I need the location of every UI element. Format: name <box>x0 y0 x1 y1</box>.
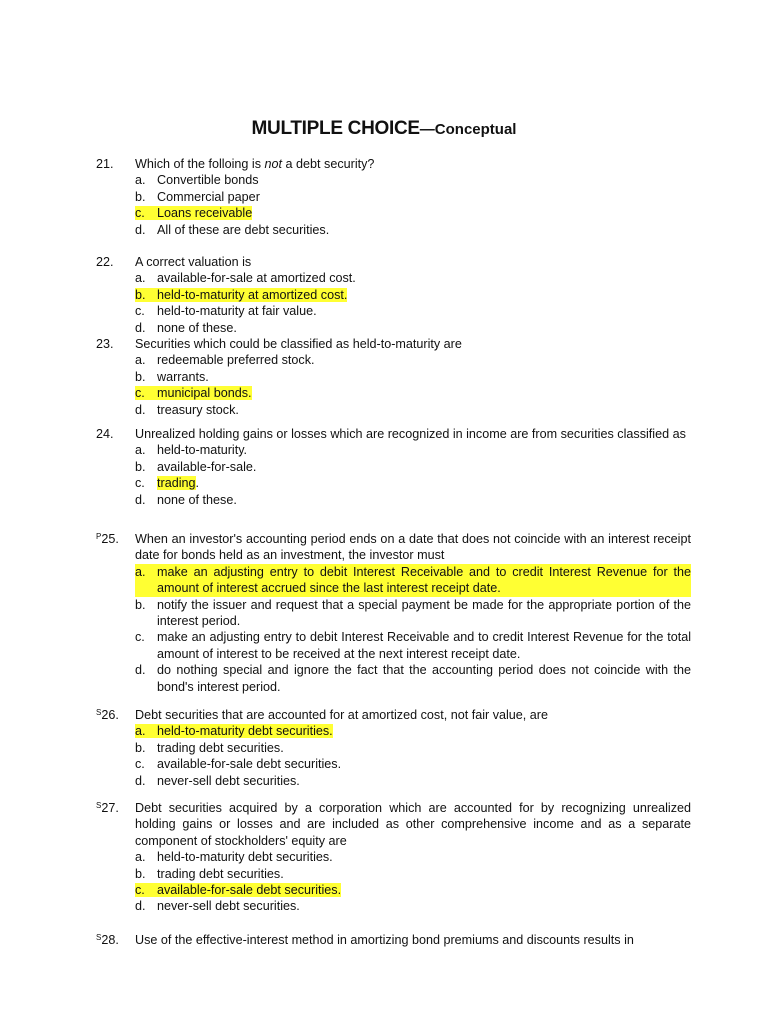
question-27 <box>96 800 691 915</box>
question-number: $^S$27. <box>96 801 119 815</box>
question-number: 24. <box>96 427 114 441</box>
option-b[interactable]: b. available-for-sale. <box>135 459 257 474</box>
option-b[interactable]: b. trading debt securities. <box>135 740 284 755</box>
highlighted-answer: held-to-maturity debt securities. <box>157 724 333 739</box>
question-26 <box>96 707 691 789</box>
option-a[interactable]: a. held-to-maturity. <box>135 443 248 458</box>
option-b[interactable]: b. notify the issuer and request that a special payment be made for the appropriate portion of the interest period. <box>135 597 691 629</box>
option-b[interactable]: b. trading debt securities. <box>135 866 284 881</box>
highlighted-answer: available-for-sale debt securities. <box>157 883 342 898</box>
question-stem: Securities which could be classified as held-to-maturity are <box>135 337 462 351</box>
question-stem: Use of the effective-interest method in amortizing bond premiums and discounts results in <box>135 933 634 947</box>
question-22 <box>96 254 691 336</box>
title-main: MULTIPLE CHOICE <box>251 118 420 139</box>
option-a[interactable]: a. redeemable preferred stock. <box>135 353 315 368</box>
question-stem: Which of the folloing is not a debt security? <box>135 157 375 171</box>
question-number: 22. <box>96 255 114 269</box>
question-21 <box>96 156 691 238</box>
question-stem: Debt securities acquired by a corporation which are accounted for by recognizing unrealized holding gains or losses and are included as other comprehensive income and as a separate component of stockholders' equity are <box>135 801 691 848</box>
question-number: 23. <box>96 337 114 351</box>
option-d[interactable]: d. All of these are debt securities. <box>135 222 330 237</box>
question-number: 21. <box>96 157 114 171</box>
question-number: $^S$26. <box>96 708 119 722</box>
option-c[interactable]: c. available-for-sale debt securities. <box>135 757 342 772</box>
question-number: $^P$25. <box>96 532 119 546</box>
question-28 <box>96 932 691 948</box>
question-25 <box>96 531 691 695</box>
question-stem: A correct valuation is <box>135 255 252 269</box>
option-c-answer[interactable]: c. available-for-sale debt securities. <box>135 883 342 898</box>
option-a[interactable]: a. held-to-maturity debt securities. <box>135 850 333 865</box>
option-c[interactable]: c. make an adjusting entry to debit Interest Receivable and to credit Interest Revenue for the total amount of interest to be received at the next interest receipt date. <box>135 630 691 661</box>
option-a[interactable]: a. available-for-sale at amortized cost. <box>135 271 356 286</box>
highlighted-answer: make an adjusting entry to debit Interest Receivable and to credit Interest Revenue for the amount of interest accrued since the last interest receipt date. <box>157 564 691 596</box>
option-d[interactable]: d. none of these. <box>135 492 237 507</box>
title-sub: Conceptual <box>434 121 517 138</box>
option-a-answer[interactable]: a. held-to-maturity debt securities. <box>135 724 333 739</box>
question-23 <box>96 336 691 418</box>
highlighted-answer: held-to-maturity at amortized cost. <box>157 287 348 302</box>
highlighted-answer: trading <box>157 476 196 491</box>
option-b-answer[interactable]: b. held-to-maturity at amortized cost. <box>135 287 348 302</box>
option-c-answer[interactable]: c. trading. <box>135 476 200 491</box>
option-d[interactable]: d. never-sell debt securities. <box>135 773 300 788</box>
title-dash: — <box>419 121 435 138</box>
question-stem: Unrealized holding gains or losses which are recognized in income are from securities classified as <box>135 427 686 441</box>
question-24 <box>96 426 691 508</box>
option-b[interactable]: b. warrants. <box>135 369 209 384</box>
option-c-answer[interactable]: c. municipal bonds. <box>135 386 252 401</box>
question-stem: Debt securities that are accounted for at amortized cost, not fair value, are <box>135 708 549 722</box>
option-a[interactable]: a. Convertible bonds <box>135 173 259 188</box>
highlighted-answer: municipal bonds. <box>157 386 252 401</box>
question-stem: When an investor's accounting period ends on a date that does not coincide with an interest receipt date for bonds held as an investment, the investor must <box>135 532 691 563</box>
option-c[interactable]: c. held-to-maturity at fair value. <box>135 304 317 319</box>
option-d[interactable]: d. treasury stock. <box>135 402 239 417</box>
highlighted-answer: Loans receivable <box>157 206 253 221</box>
option-d[interactable]: d. do nothing special and ignore the fact that the accounting period does not coincide with the bond's interest period. <box>135 663 691 694</box>
option-d[interactable]: d. never-sell debt securities. <box>135 899 300 914</box>
option-c-answer[interactable]: c. Loans receivable <box>135 206 253 221</box>
option-d[interactable]: d. none of these. <box>135 320 237 335</box>
option-a-answer[interactable]: a. make an adjusting entry to debit Interest Receivable and to credit Interest Revenue for the amount of interest accrued since the last interest receipt date. <box>135 564 691 596</box>
page-title <box>0 116 768 143</box>
option-b[interactable]: b. Commercial paper <box>135 189 260 204</box>
question-number: $^S$28. <box>96 933 119 947</box>
